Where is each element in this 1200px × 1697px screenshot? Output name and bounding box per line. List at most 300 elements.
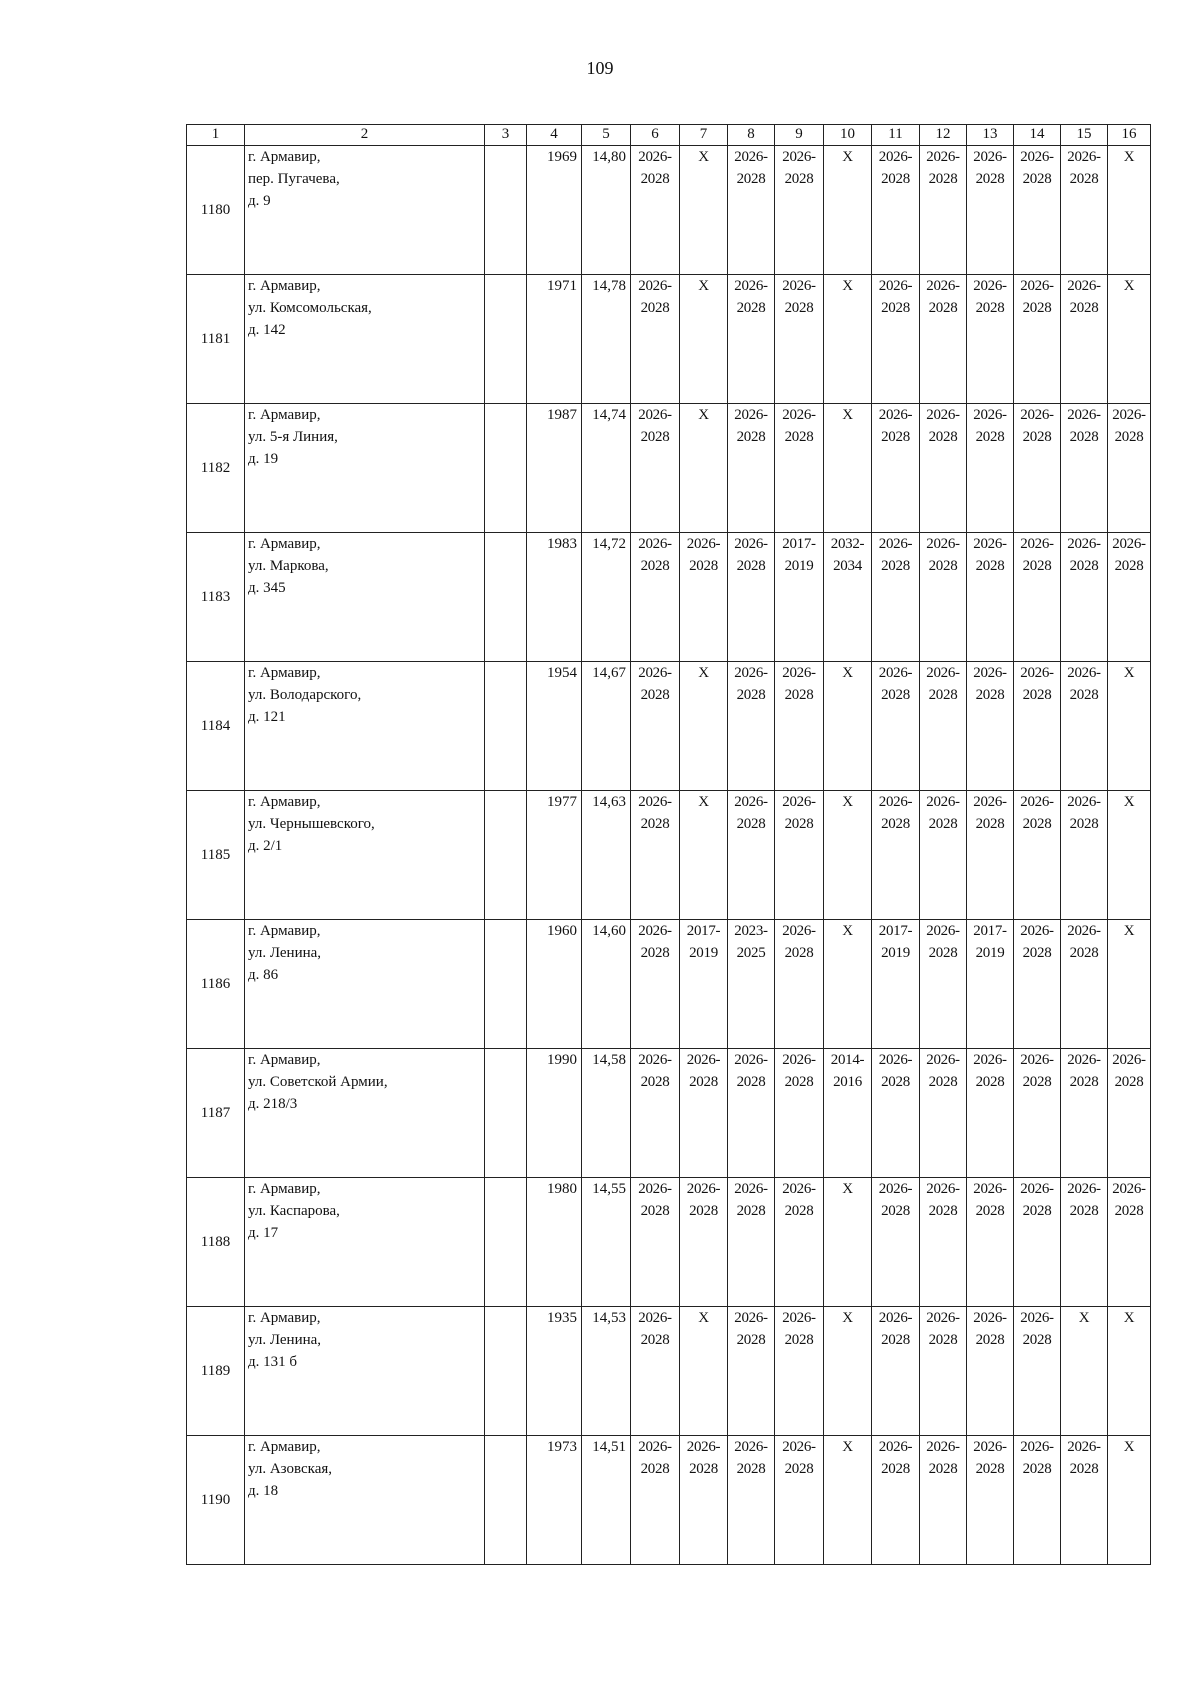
period-cell [631, 1178, 680, 1307]
period-text: 2026- [734, 1181, 768, 1197]
address-line: ул. Чернышевского, [248, 816, 375, 832]
period-cell [824, 533, 872, 662]
address-line: ул. Советской Армии, [248, 1074, 388, 1090]
address-cell [245, 1049, 485, 1178]
address-line: ул. Володарского, [248, 687, 362, 703]
period-cell [872, 1436, 920, 1565]
address-line: д. 18 [248, 1483, 279, 1499]
period-cell [728, 662, 775, 791]
period-text: 2026- [1067, 407, 1101, 423]
period-text: 2028 [736, 816, 766, 832]
row-number: 1184 [187, 662, 245, 791]
col3-cell [485, 1049, 527, 1178]
period-text: 2026- [734, 407, 768, 423]
housing-register-table [186, 124, 1151, 1565]
period-text: 2026- [1020, 149, 1054, 165]
period-text: 2028 [975, 171, 1005, 187]
column-number-10: 10 [824, 125, 872, 146]
period-text: 2028 [975, 429, 1005, 445]
column-number-9: 9 [775, 125, 824, 146]
column-number-13: 13 [967, 125, 1014, 146]
period-text: 2028 [975, 1203, 1005, 1219]
period-text: 2019 [784, 558, 814, 574]
period-cell [824, 1178, 872, 1307]
period-text: 2028 [1022, 687, 1052, 703]
period-text: 2026- [878, 536, 913, 552]
period-text: 2025 [736, 945, 766, 961]
period-cell [728, 1307, 775, 1436]
period-text: 2028 [736, 1203, 766, 1219]
year-cell: 1971 [527, 275, 582, 404]
period-text: 2026- [686, 1181, 721, 1197]
period-text: 2017- [782, 536, 816, 552]
period-text: 2028 [928, 558, 958, 574]
period-cell [1014, 1436, 1061, 1565]
period-text: 2026- [734, 1439, 768, 1455]
period-cell [824, 662, 872, 791]
area-cell: 14,51 [582, 1436, 631, 1565]
period-text: 2028 [1022, 945, 1052, 961]
col3-cell [485, 1178, 527, 1307]
address-line: ул. Ленина, [248, 945, 322, 961]
period-cell [967, 533, 1014, 662]
period-text: 2028 [1069, 1074, 1099, 1090]
address-cell [245, 533, 485, 662]
period-text: X [842, 407, 853, 423]
period-text: 2028 [784, 687, 814, 703]
period-cell [967, 791, 1014, 920]
period-text: 2026- [782, 407, 816, 423]
period-cell [920, 1307, 967, 1436]
period-text: 2014- [830, 1052, 865, 1068]
address-cell [245, 662, 485, 791]
period-cell [1108, 791, 1151, 920]
period-cell [680, 791, 728, 920]
period-cell [920, 1049, 967, 1178]
period-cell [631, 920, 680, 1049]
area-cell: 14,60 [582, 920, 631, 1049]
period-text: 2028 [975, 300, 1005, 316]
table-row [187, 404, 1151, 533]
address-line: д. 345 [248, 580, 286, 596]
col3-cell [485, 275, 527, 404]
period-text: 2026- [782, 1310, 816, 1326]
address-line: г. Армавир, [248, 1310, 321, 1326]
address-cell [245, 920, 485, 1049]
period-text: 2028 [1114, 558, 1144, 574]
period-text: 2017- [973, 923, 1007, 939]
address-cell [245, 1436, 485, 1565]
period-cell [680, 1436, 728, 1565]
period-text: 2026- [638, 149, 672, 165]
address-line: г. Армавир, [248, 407, 321, 423]
period-text: 2026- [878, 794, 913, 810]
period-text: 2026- [1112, 407, 1146, 423]
period-text: 2026- [638, 1181, 672, 1197]
address-line: ул. Азовская, [248, 1461, 333, 1477]
period-text: 2026- [1067, 923, 1101, 939]
period-text: 2028 [1069, 171, 1099, 187]
col3-cell [485, 662, 527, 791]
address-line: д. 2/1 [248, 838, 283, 854]
area-cell: 14,72 [582, 533, 631, 662]
period-text: 2026- [686, 1439, 721, 1455]
period-cell [1108, 146, 1151, 275]
area-cell: 14,63 [582, 791, 631, 920]
period-cell [680, 275, 728, 404]
period-cell [775, 662, 824, 791]
period-text: 2034 [833, 558, 862, 574]
period-text: 2026- [926, 149, 960, 165]
period-cell [920, 533, 967, 662]
period-cell [775, 275, 824, 404]
period-text: X [842, 794, 853, 810]
period-cell [872, 1307, 920, 1436]
period-text: 2026- [973, 278, 1007, 294]
period-cell [872, 791, 920, 920]
period-text: 2026- [1067, 794, 1101, 810]
period-text: 2028 [1114, 1203, 1144, 1219]
period-text: 2028 [928, 1332, 958, 1348]
period-cell [775, 920, 824, 1049]
period-text: 2028 [881, 1461, 910, 1477]
period-cell [920, 146, 967, 275]
period-text: 2017- [878, 923, 913, 939]
period-cell [1061, 791, 1108, 920]
period-cell [872, 1178, 920, 1307]
period-text: 2026- [686, 1052, 721, 1068]
address-line: г. Армавир, [248, 149, 321, 165]
period-cell [872, 662, 920, 791]
period-text: 2028 [1022, 1332, 1052, 1348]
address-line: д. 142 [248, 322, 286, 338]
address-line: д. 121 [248, 709, 286, 725]
period-cell [967, 1436, 1014, 1565]
period-cell [775, 533, 824, 662]
period-text: 2028 [640, 816, 670, 832]
period-cell [680, 662, 728, 791]
column-number-11: 11 [872, 125, 920, 146]
year-cell: 1935 [527, 1307, 582, 1436]
col3-cell [485, 1436, 527, 1565]
area-cell: 14,67 [582, 662, 631, 791]
period-cell [872, 533, 920, 662]
period-cell [1061, 146, 1108, 275]
period-text: 2028 [640, 1074, 670, 1090]
period-text: 2026- [782, 1181, 816, 1197]
period-text: X [1123, 149, 1135, 165]
period-cell [1014, 1307, 1061, 1436]
period-text: 2026- [878, 278, 913, 294]
period-text: 2028 [881, 1203, 910, 1219]
period-text: 2026- [973, 536, 1007, 552]
period-cell [631, 662, 680, 791]
period-text: 2026- [1067, 536, 1101, 552]
period-cell [872, 275, 920, 404]
address-line: д. 86 [248, 967, 279, 983]
period-cell [824, 146, 872, 275]
period-cell [1014, 146, 1061, 275]
area-cell: 14,78 [582, 275, 631, 404]
row-number: 1187 [187, 1049, 245, 1178]
year-cell: 1990 [527, 1049, 582, 1178]
period-text: 2026- [1067, 1052, 1101, 1068]
period-text: 2028 [928, 945, 958, 961]
period-cell [631, 146, 680, 275]
period-text: X [1123, 278, 1135, 294]
period-text: 2026- [638, 536, 672, 552]
period-text: 2028 [975, 816, 1005, 832]
period-text: 2026- [878, 149, 913, 165]
period-cell [1014, 1049, 1061, 1178]
period-text: 2028 [640, 945, 670, 961]
table-row [187, 533, 1151, 662]
period-text: 2028 [736, 300, 766, 316]
period-cell [1061, 275, 1108, 404]
period-text: 2028 [1022, 1461, 1052, 1477]
period-text: 2028 [640, 1461, 670, 1477]
period-cell [1061, 1307, 1108, 1436]
period-text: 2028 [784, 171, 814, 187]
period-text: X [698, 665, 709, 681]
period-text: 2026- [878, 1439, 913, 1455]
period-text: 2026- [1020, 1181, 1054, 1197]
address-line: г. Армавир, [248, 1052, 321, 1068]
period-text: X [698, 149, 709, 165]
period-text: 2026- [926, 794, 960, 810]
period-text: 2028 [1069, 816, 1099, 832]
address-line: ул. Каспарова, [248, 1203, 340, 1219]
period-cell [1014, 662, 1061, 791]
period-text: 2028 [640, 687, 670, 703]
period-text: 2026- [782, 1439, 816, 1455]
period-text: X [698, 407, 709, 423]
period-cell [824, 1307, 872, 1436]
period-text: 2026- [1020, 794, 1054, 810]
period-text: 2028 [689, 1074, 718, 1090]
address-line: д. 19 [248, 451, 279, 467]
period-text: 2019 [689, 945, 718, 961]
period-text: 2026- [734, 794, 768, 810]
period-text: 2028 [784, 429, 814, 445]
period-text: 2026- [1020, 1439, 1054, 1455]
period-text: 2026- [926, 1052, 960, 1068]
period-text: 2028 [1022, 171, 1052, 187]
period-cell [775, 1049, 824, 1178]
column-number-3: 3 [485, 125, 527, 146]
table-row [187, 275, 1151, 404]
address-line: г. Армавир, [248, 1439, 321, 1455]
table-row [187, 1178, 1151, 1307]
period-text: 2028 [736, 558, 766, 574]
period-text: 2026- [1067, 1439, 1101, 1455]
period-text: 2026- [1020, 407, 1054, 423]
period-text: 2028 [928, 816, 958, 832]
address-line: г. Армавир, [248, 923, 321, 939]
period-text: 2026- [782, 923, 816, 939]
address-line: г. Армавир, [248, 1181, 321, 1197]
period-text: 2028 [928, 300, 958, 316]
period-cell [775, 791, 824, 920]
period-text: 2026- [926, 923, 960, 939]
period-text: 2028 [1114, 429, 1144, 445]
period-text: 2028 [784, 1332, 814, 1348]
period-cell [1061, 1178, 1108, 1307]
row-number: 1183 [187, 533, 245, 662]
period-cell [631, 1049, 680, 1178]
address-line: д. 17 [248, 1225, 279, 1241]
period-cell [728, 920, 775, 1049]
period-text: X [1123, 794, 1135, 810]
period-text: 2028 [975, 687, 1005, 703]
period-text: 2026- [782, 149, 816, 165]
year-cell: 1973 [527, 1436, 582, 1565]
period-text: X [842, 1439, 853, 1455]
year-cell: 1969 [527, 146, 582, 275]
period-cell [1014, 1178, 1061, 1307]
period-text: 2023- [734, 923, 768, 939]
period-text: 2019 [975, 945, 1005, 961]
column-number-2: 2 [245, 125, 485, 146]
period-cell [967, 1049, 1014, 1178]
period-text: 2026- [734, 278, 768, 294]
period-text: 2028 [881, 171, 910, 187]
address-cell [245, 1307, 485, 1436]
period-text: 2026- [878, 1052, 913, 1068]
period-text: 2026- [1020, 278, 1054, 294]
period-cell [775, 1307, 824, 1436]
row-number: 1188 [187, 1178, 245, 1307]
period-text: 2028 [784, 1203, 814, 1219]
address-line: г. Армавир, [248, 278, 321, 294]
address-cell [245, 275, 485, 404]
period-cell [680, 404, 728, 533]
period-cell [1108, 404, 1151, 533]
year-cell: 1954 [527, 662, 582, 791]
period-cell [1108, 1178, 1151, 1307]
period-cell [1108, 662, 1151, 791]
year-cell: 1977 [527, 791, 582, 920]
period-text: X [842, 1181, 853, 1197]
period-text: 2026- [878, 1310, 913, 1326]
period-text: 2026- [686, 536, 721, 552]
period-cell [1014, 404, 1061, 533]
period-cell [631, 791, 680, 920]
period-text: 2026- [973, 1310, 1007, 1326]
period-text: 2028 [1069, 1461, 1099, 1477]
column-number-row [187, 125, 1151, 146]
period-cell [967, 1307, 1014, 1436]
address-line: пер. Пугачева, [248, 171, 340, 187]
row-number: 1189 [187, 1307, 245, 1436]
column-number-14: 14 [1014, 125, 1061, 146]
period-text: 2028 [736, 429, 766, 445]
period-text: 2026- [1067, 149, 1101, 165]
period-text: 2028 [784, 1461, 814, 1477]
period-cell [1014, 533, 1061, 662]
period-text: 2026- [734, 536, 768, 552]
period-text: 2028 [975, 1332, 1005, 1348]
period-text: 2026- [782, 794, 816, 810]
period-text: 2028 [640, 1203, 670, 1219]
address-line: д. 131 б [248, 1354, 298, 1370]
column-number-16: 16 [1108, 125, 1151, 146]
period-cell [775, 1436, 824, 1565]
address-cell [245, 791, 485, 920]
period-cell [775, 146, 824, 275]
table-row [187, 920, 1151, 1049]
period-cell [920, 1436, 967, 1565]
column-number-6: 6 [631, 125, 680, 146]
period-text: 2028 [689, 1203, 718, 1219]
period-cell [631, 1436, 680, 1565]
area-cell: 14,55 [582, 1178, 631, 1307]
period-text: 2026- [734, 665, 768, 681]
period-cell [920, 662, 967, 791]
period-text: 2026- [782, 278, 816, 294]
period-text: 2026- [1067, 1181, 1101, 1197]
address-cell [245, 1178, 485, 1307]
col3-cell [485, 791, 527, 920]
period-cell [824, 791, 872, 920]
period-text: 2032- [830, 536, 865, 552]
period-text: 2028 [1022, 300, 1052, 316]
period-cell [1061, 1436, 1108, 1565]
period-cell [824, 1436, 872, 1565]
period-cell [920, 920, 967, 1049]
period-text: 2026- [638, 794, 672, 810]
period-cell [1108, 920, 1151, 1049]
period-text: 2026- [638, 1310, 672, 1326]
period-text: 2026- [878, 407, 913, 423]
year-cell: 1980 [527, 1178, 582, 1307]
address-cell [245, 146, 485, 275]
period-cell [920, 404, 967, 533]
period-text: 2028 [881, 300, 910, 316]
period-cell [1108, 1436, 1151, 1565]
period-text: 2028 [928, 1461, 958, 1477]
period-cell [728, 1178, 775, 1307]
period-text: 2028 [975, 1074, 1005, 1090]
period-text: 2028 [881, 816, 910, 832]
period-cell [631, 275, 680, 404]
period-text: 2026- [1067, 278, 1101, 294]
period-cell [920, 1178, 967, 1307]
col3-cell [485, 1307, 527, 1436]
period-text: 2026- [973, 1439, 1007, 1455]
period-text: 2026- [638, 407, 672, 423]
table-row [187, 1307, 1151, 1436]
period-text: X [842, 1310, 853, 1326]
period-text: 2026- [1020, 1310, 1054, 1326]
period-cell [680, 1307, 728, 1436]
period-text: 2028 [640, 171, 670, 187]
period-text: X [842, 149, 853, 165]
period-cell [824, 404, 872, 533]
address-line: г. Армавир, [248, 536, 321, 552]
table-row [187, 662, 1151, 791]
table-row [187, 146, 1151, 275]
period-text: 2028 [881, 558, 910, 574]
period-text: X [842, 278, 853, 294]
period-cell [1108, 275, 1151, 404]
period-text: 2028 [1069, 687, 1099, 703]
period-text: 2026- [1112, 1052, 1146, 1068]
period-text: 2028 [1114, 1074, 1144, 1090]
period-text: 2026- [973, 1181, 1007, 1197]
period-cell [680, 1049, 728, 1178]
period-cell [872, 920, 920, 1049]
